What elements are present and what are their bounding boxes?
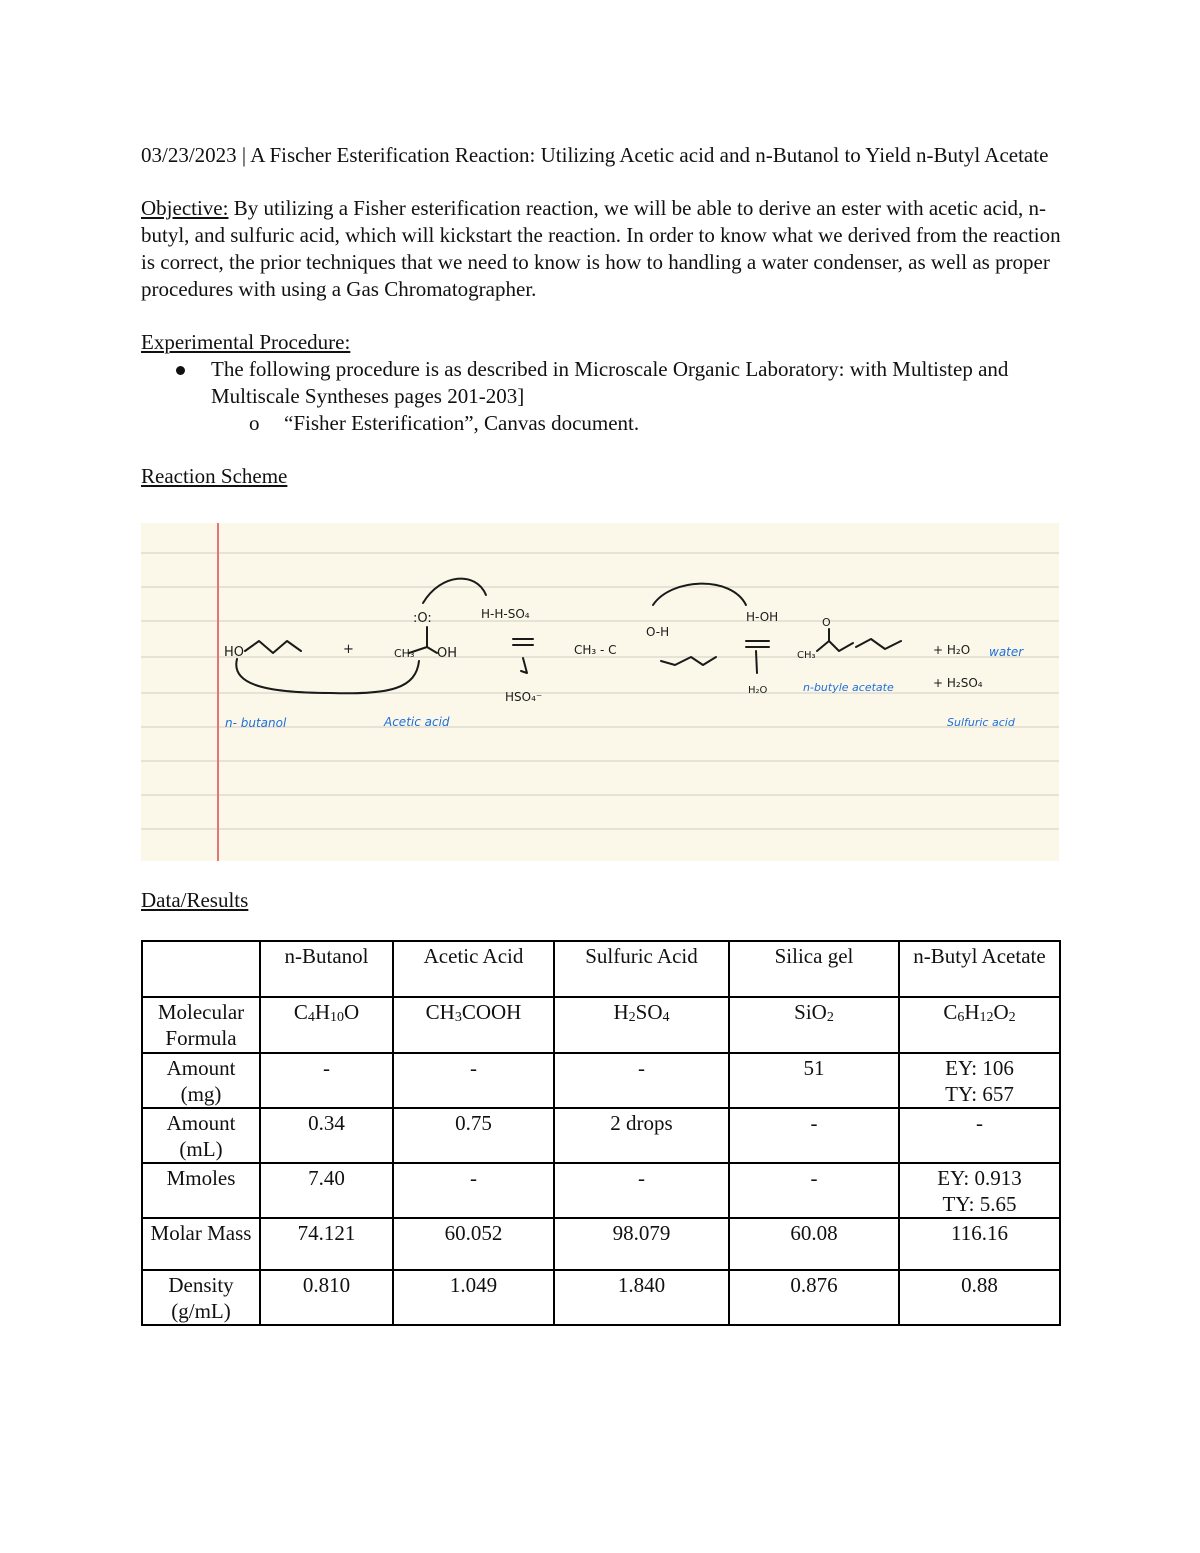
sub-bullet-marker: o	[249, 411, 260, 435]
procedure-bullet-text: The following procedure is as described in Microscale Organic Laboratory: with Multistep and Multiscale Syntheses pages 201-203]	[211, 357, 1009, 408]
table-cell: 1.049	[393, 1270, 554, 1325]
table-cell: -	[729, 1108, 899, 1163]
procedure-section	[141, 329, 1061, 437]
h-oh-label: H-OH	[746, 610, 779, 624]
table-cell: EY: 0.913 TY: 5.65	[899, 1163, 1060, 1218]
table-row-formula	[142, 997, 1060, 1053]
table-cell: -	[260, 1053, 393, 1108]
table-cell: -	[393, 1053, 554, 1108]
ch3-label-1: CH₃	[394, 647, 415, 660]
o-top-label: O	[822, 616, 831, 629]
row-label: Mmoles	[142, 1163, 260, 1218]
table-cell: 0.876	[729, 1270, 899, 1325]
formula-cell: SiO$_2$	[729, 997, 899, 1053]
plus-h2so4-label: + H₂SO₄	[933, 676, 983, 690]
table-cell: 0.810	[260, 1270, 393, 1325]
water-label: water	[989, 645, 1024, 659]
scheme-label-paragraph	[141, 463, 1061, 490]
table-cell: -	[554, 1053, 729, 1108]
row-label: Molar Mass	[142, 1218, 260, 1270]
header-empty	[142, 941, 260, 997]
table-cell: 7.40	[260, 1163, 393, 1218]
table-cell: 0.34	[260, 1108, 393, 1163]
formula-cell: $H_2SO_4$	[554, 997, 729, 1053]
table-cell: -	[899, 1108, 1060, 1163]
reaction-scheme-image	[141, 523, 1059, 861]
ch3-c-label: CH₃ - C	[574, 643, 617, 657]
table-row	[142, 1163, 1060, 1218]
data-table	[141, 940, 1061, 1326]
data-results-label: Data/Results	[141, 888, 249, 912]
plus-1: +	[343, 642, 354, 657]
formula-cell: $C_6H_{12}O_2$	[899, 997, 1060, 1053]
formula-cell: $CH_3COOH$	[393, 997, 554, 1053]
row-label: Density (g/mL)	[142, 1270, 260, 1325]
intermediate-chain	[661, 657, 716, 665]
header-acetic-acid: Acetic Acid	[393, 941, 554, 997]
table-cell: 98.079	[554, 1218, 729, 1270]
oh-h-label: O-H	[646, 625, 670, 639]
curved-arrow-top	[423, 579, 486, 603]
table-cell: 74.121	[260, 1218, 393, 1270]
h-hso4-label: H-H-SO₄	[481, 607, 530, 621]
ester-chain	[856, 639, 901, 649]
table-cell: 2 drops	[554, 1108, 729, 1163]
row-label: Amount (mL)	[142, 1108, 260, 1163]
table-cell: -	[393, 1163, 554, 1218]
sulfuric-acid-label: Sulfuric acid	[947, 716, 1015, 729]
butanol-chain	[245, 641, 301, 653]
h2o-label-1: H₂O	[748, 685, 768, 696]
hso4-label: HSO₄⁻	[505, 690, 543, 704]
procedure-label: Experimental Procedure:	[141, 330, 351, 354]
table-cell: 116.16	[899, 1218, 1060, 1270]
plus-h2o-label: + H₂O	[933, 643, 971, 657]
formula-cell: $C_4H_{10}O$	[260, 997, 393, 1053]
oh-label-1: OH	[437, 646, 458, 661]
table-cell: 1.840	[554, 1270, 729, 1325]
header-n-butyl-acetate: n-Butyl Acetate	[899, 941, 1060, 997]
ho-label: HO	[224, 645, 245, 660]
acetic-acid-label: Acetic acid	[384, 715, 450, 729]
table-row	[142, 1270, 1060, 1325]
table-cell: 60.08	[729, 1218, 899, 1270]
table-cell: 0.75	[393, 1108, 554, 1163]
table-cell: 60.052	[393, 1218, 554, 1270]
table-cell: -	[554, 1163, 729, 1218]
header-n-butanol: n-Butanol	[260, 941, 393, 997]
scheme-label: Reaction Scheme	[141, 464, 288, 488]
down-arrow-2	[756, 651, 757, 673]
document-title: 03/23/2023 | A Fischer Esterification Reaction: Utilizing Acetic acid and n-Butanol to Yield n-Butyl Acetate	[141, 143, 1049, 167]
row-label: Amount (mg)	[142, 1053, 260, 1108]
objective-paragraph	[141, 195, 1061, 303]
table-header-row	[142, 941, 1060, 997]
reaction-scheme-svg	[141, 523, 1059, 861]
objective-text: By utilizing a Fisher esterification reaction, we will be able to derive an ester with acetic acid, n-butyl, and sulfuric acid, which will kickstart the reaction. In order to know what we derived from the reaction is correct, the prior techniques that we need to know is how to handling a water condenser, as well as proper procedures with using a Gas Chromatographer.	[141, 196, 1061, 301]
document-body	[141, 142, 1061, 490]
table-cell: EY: 106 TY: 657	[899, 1053, 1060, 1108]
table-row	[142, 1108, 1060, 1163]
table-row	[142, 1218, 1060, 1270]
procedure-sub-bullet	[141, 410, 1061, 437]
n-butyl-acetate-label: n-butyle acetate	[803, 681, 894, 694]
row-label: Molecular Formula	[142, 997, 260, 1053]
o-dots-label: :O:	[413, 611, 432, 626]
table-cell: -	[729, 1163, 899, 1218]
n-butanol-label: n- butanol	[225, 716, 287, 730]
ch3-label-2: CH₃	[797, 650, 816, 661]
objective-label: Objective:	[141, 196, 229, 220]
curved-arrow-bottom	[236, 659, 419, 693]
procedure-list	[141, 356, 1061, 437]
table-cell: 51	[729, 1053, 899, 1108]
procedure-sub-bullet-text: “Fisher Esterification”, Canvas document.	[284, 411, 640, 435]
header-sulfuric-acid: Sulfuric Acid	[554, 941, 729, 997]
procedure-bullet	[141, 356, 1061, 410]
ester-backbone	[817, 641, 853, 651]
table-cell: 0.88	[899, 1270, 1060, 1325]
header-silica-gel: Silica gel	[729, 941, 899, 997]
table-row	[142, 1053, 1060, 1108]
bullet-dot-icon	[176, 366, 185, 375]
down-arrow-1	[521, 658, 527, 673]
